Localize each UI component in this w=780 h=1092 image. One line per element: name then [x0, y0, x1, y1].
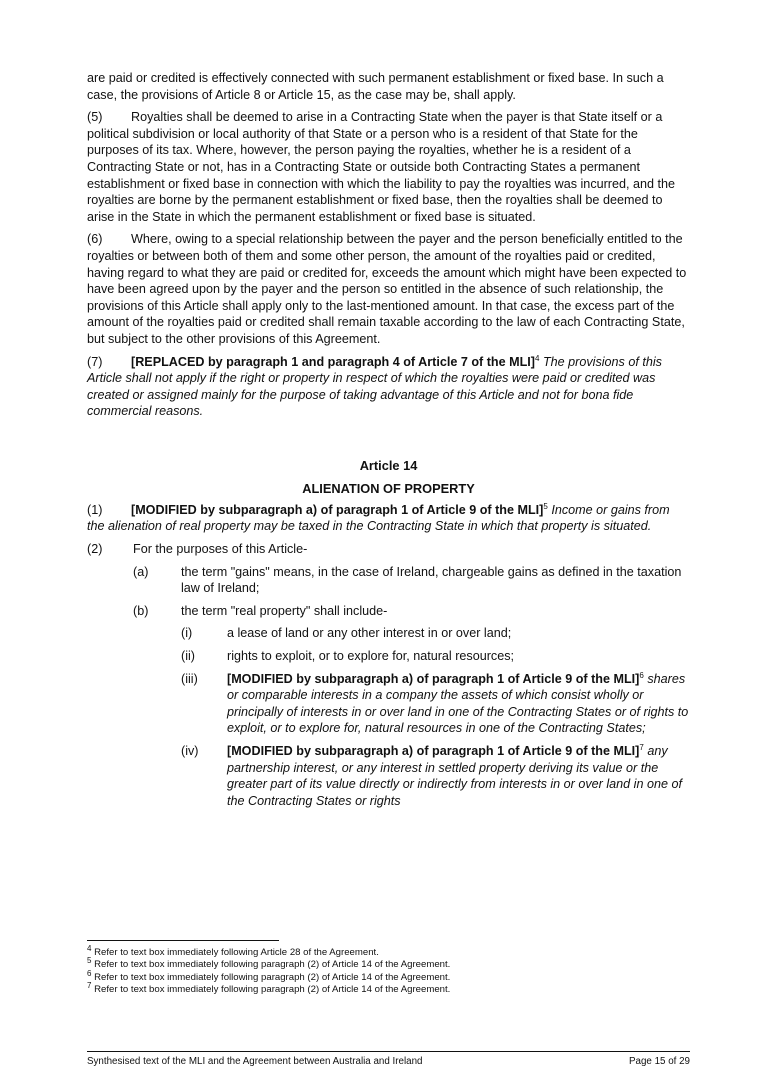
footnote-separator — [87, 940, 279, 941]
mli-note: [MODIFIED by subparagraph a) of paragraph 1 of Article 9 of the MLI] — [227, 744, 640, 758]
article-title: ALIENATION OF PROPERTY — [302, 480, 475, 496]
subparagraph-text: the term "real property" shall include- — [181, 603, 388, 618]
paragraph-7 — [87, 354, 690, 420]
paragraph-number: (1) — [87, 502, 103, 517]
subparagraph-label: (a) — [133, 564, 149, 579]
clause-i — [181, 625, 690, 642]
clause-iv — [181, 743, 690, 809]
footnote-number: 6 — [87, 968, 92, 978]
footnote — [87, 968, 690, 984]
clause-text: shares or comparable interests in a company the assets of which consist wholly or principally of interests in or over land in one of the Contracting States or of rights to exploit, or to explore for, natural resources in one of the Contracting States; — [227, 671, 689, 736]
paragraph-number: (6) — [87, 232, 103, 247]
footnote-number: 7 — [87, 980, 92, 990]
clause-text: rights to exploit, or to explore for, natural resources; — [227, 649, 514, 664]
article-14-paragraph-1 — [87, 502, 690, 535]
paragraph-text: Income or gains from the alienation of real property may be taxed in the Contracting State in which that property is situated. — [87, 502, 670, 534]
footer-separator — [87, 1051, 690, 1052]
paragraph-text: For the purposes of this Article- — [133, 542, 308, 557]
paragraph-text: Royalties shall be deemed to arise in a Contracting State when the payer is that State itself or a political subdivision or local authority of that State or a person who is a resident of that State for the purposes of its tax. Where, however, the person paying the royalties, whether he is a resident of a Contracting State or not, has in a Contracting State or outside both Contracting States a permanent establishment or fixed base in connection with which the liability to pay the royalties was incurred, and the royalties are borne by the permanent establishment or fixed base, then the royalties shall be deemed to arise in the State in which the permanent establishment or fixed base is situated. — [87, 110, 676, 224]
footnote-text: Refer to text box immediately following paragraph (2) of Article 14 of the Agreement. — [94, 971, 451, 983]
footnote-text: Refer to text box immediately following paragraph (2) of Article 14 of the Agreement. — [94, 959, 451, 971]
paragraph-6 — [87, 231, 690, 347]
paragraph-text: The provisions of this Article shall not apply if the right or property in respect of which the royalties were paid or credited was created or assigned mainly for the purpose of taking advantage of this Article and not for bona fide commercial reasons. — [87, 354, 662, 419]
clause-label: (i) — [181, 626, 193, 641]
footnote-text: Refer to text box immediately following paragraph (2) of Article 14 of the Agreement. — [94, 983, 451, 995]
footnote-ref: 7 — [639, 742, 644, 752]
footnote-ref: 4 — [535, 353, 540, 363]
clause-label: (iv) — [181, 744, 199, 758]
article-number: Article 14 — [359, 457, 418, 473]
footnote — [87, 980, 690, 996]
clause-text: a lease of land or any other interest in or over land; — [227, 626, 512, 641]
subparagraph-a — [133, 564, 690, 597]
clause-text: any partnership interest, or any interest in settled property deriving its value or the greater part of its value directly or indirectly from interests in or over land in one of the Contracting States or rights — [227, 744, 682, 808]
paragraph-5 — [87, 109, 690, 225]
clause-iii — [181, 671, 690, 737]
footer-document-title: Synthesised text of the MLI and the Agreement between Australia and Ireland — [87, 1056, 423, 1067]
page-number: Page 15 of 29 — [628, 1056, 690, 1067]
mli-note: [MODIFIED by subparagraph a) of paragraph 1 of Article 9 of the MLI] — [227, 671, 640, 686]
clause-label: (iii) — [181, 671, 198, 686]
paragraph-continuation: are paid or credited is effectively connected with such permanent establishment or fixed base. In such a case, the provisions of Article 8 or Article 15, as the case may be, shall apply. — [87, 71, 664, 102]
paragraph-number: (7) — [87, 354, 103, 369]
page-footer — [87, 1056, 690, 1067]
paragraph-text: Where, owing to a special relationship between the payer and the person beneficially entitled to the royalties or between both of them and some other person, the amount of the royalties paid or credited, having regard to what they are paid or credited for, exceeds the amount which might have been expected to have been agreed upon by the payer and the person so entitled in the absence of such relationship, the provisions of this Article shall apply only to the last-mentioned amount. In that case, the excess part of the amount of the royalties paid or credited shall remain taxable according to the law of each Contracting State, but subject to the other provisions of this Agreement. — [87, 232, 687, 346]
footnote-text: Refer to text box immediately following Article 28 of the Agreement. — [94, 947, 379, 958]
subparagraph-b — [133, 603, 690, 620]
clause-body — [227, 743, 690, 809]
footnotes — [87, 943, 690, 996]
article-14-paragraph-2 — [87, 541, 690, 558]
clause-label: (ii) — [181, 649, 195, 664]
mli-note: [MODIFIED by subparagraph a) of paragraph 1 of Article 9 of the MLI] — [131, 502, 544, 517]
footnote — [87, 943, 690, 959]
clause-ii — [181, 648, 690, 665]
footnote-number: 4 — [87, 943, 92, 953]
clause-body — [227, 671, 690, 737]
footnote-ref: 5 — [543, 501, 548, 511]
paragraph-number: (2) — [87, 542, 103, 557]
subparagraph-text: the term "gains" means, in the case of Ireland, chargeable gains as defined in the taxation law of Ireland; — [181, 564, 682, 596]
document-body — [87, 70, 690, 809]
mli-note: [REPLACED by paragraph 1 and paragraph 4 of Article 7 of the MLI] — [131, 354, 535, 369]
paragraph-number: (5) — [87, 110, 103, 125]
subparagraph-label: (b) — [133, 603, 149, 618]
footnote-ref: 6 — [639, 670, 644, 680]
footnote-number: 5 — [87, 956, 92, 966]
footnote — [87, 956, 690, 971]
